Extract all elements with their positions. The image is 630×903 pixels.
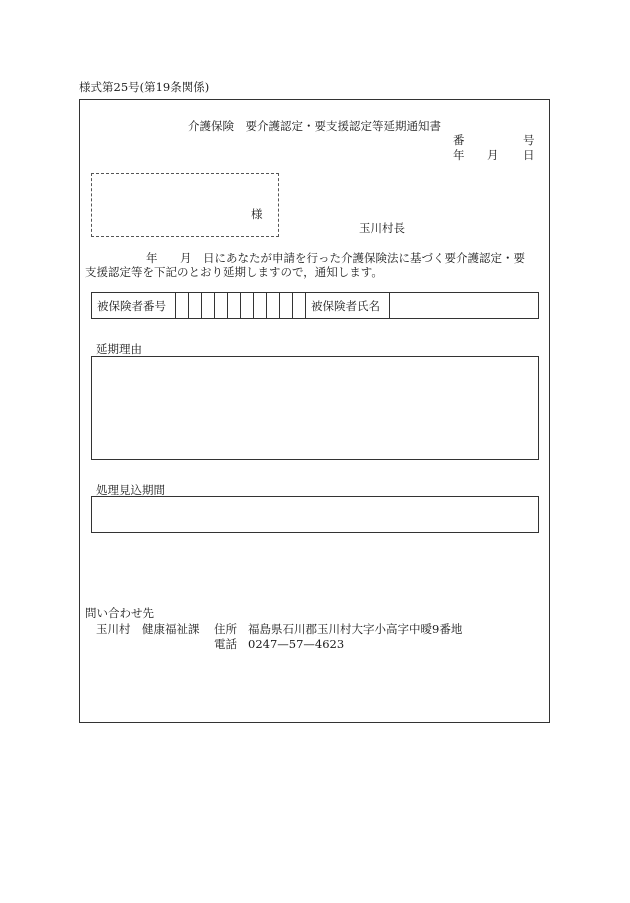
period-field[interactable]: [91, 496, 539, 533]
date-month: 月: [487, 148, 499, 162]
form-number: 様式第25号(第19条関係): [79, 80, 210, 94]
insured-digit-3[interactable]: [202, 293, 215, 318]
reason-field[interactable]: [91, 356, 539, 460]
document-title: 介護保険 要介護認定・要支援認定等延期通知書: [188, 119, 441, 133]
insured-name-field[interactable]: [390, 293, 538, 318]
insured-digit-7[interactable]: [254, 293, 267, 318]
body-year: 年: [146, 251, 158, 265]
doc-number-go: 号: [523, 133, 535, 147]
body-line2: 支援認定等を下記のとおり延期しますので，通知します。: [85, 265, 383, 279]
insured-digit-6[interactable]: [241, 293, 254, 318]
body-line1: 日にあなたが申請を行った介護保険法に基づく要介護認定・要: [203, 251, 525, 265]
contact-phone-label: 電話: [214, 637, 237, 651]
addressee-honorific: 様: [251, 207, 263, 221]
insured-digit-8[interactable]: [267, 293, 280, 318]
contact-phone: 0247—57—4623: [248, 637, 345, 651]
contact-address-label: 住所: [214, 622, 237, 636]
doc-number-ban: 番: [453, 133, 465, 147]
insured-table: [91, 292, 539, 319]
body-month: 月: [180, 251, 192, 265]
insured-digit-5[interactable]: [228, 293, 241, 318]
insured-digit-9[interactable]: [280, 293, 293, 318]
reason-label: 延期理由: [96, 342, 142, 356]
insured-number-label: 被保険者番号: [92, 293, 176, 318]
insured-digit-1[interactable]: [176, 293, 189, 318]
date-year: 年: [453, 148, 465, 162]
issuer: 玉川村長: [359, 221, 405, 235]
insured-digit-2[interactable]: [189, 293, 202, 318]
contact-address: 福島県石川郡玉川村大字小高字中曖9番地: [248, 622, 463, 636]
insured-digit-4[interactable]: [215, 293, 228, 318]
insured-digit-10[interactable]: [293, 293, 306, 318]
addressee-box: [91, 173, 279, 237]
period-label: 処理見込期間: [96, 483, 165, 497]
contact-dept: 玉川村 健康福祉課: [96, 622, 200, 636]
insured-name-label: 被保険者氏名: [306, 293, 390, 318]
contact-heading: 問い合わせ先: [85, 606, 154, 620]
date-day: 日: [523, 148, 535, 162]
